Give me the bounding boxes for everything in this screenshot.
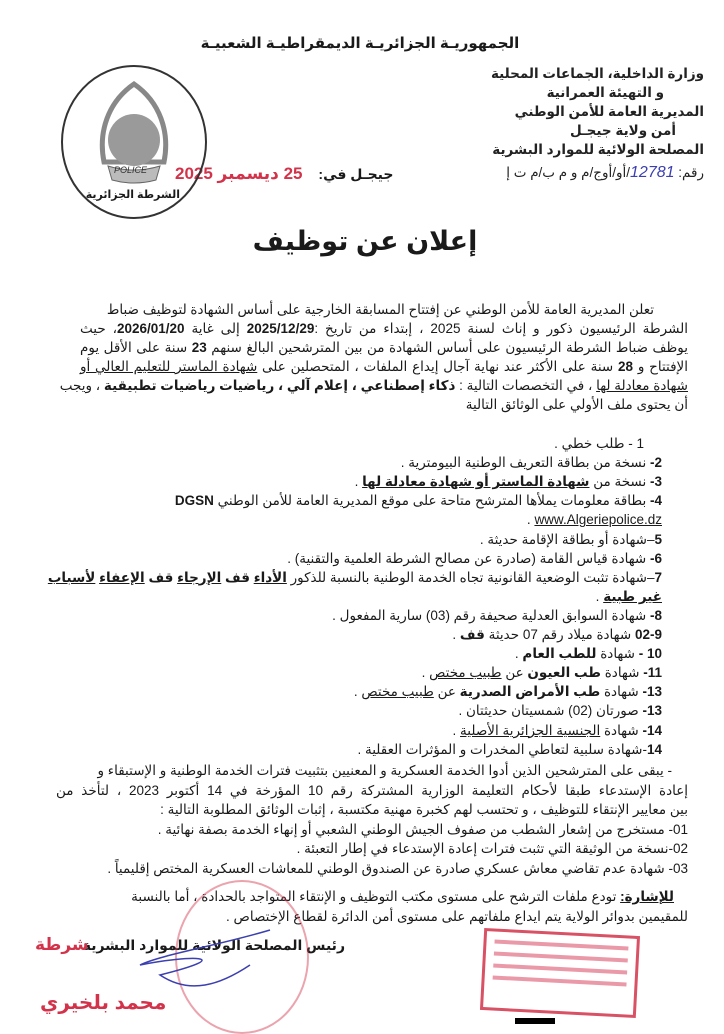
reference-label: رقم: [678,165,704,180]
paragraph-line [160,800,688,819]
text-run: إعادة الإستدعاء طبقا لأحكام التعليمة الوزارية المشتركة رقم 10 المؤرخة في 14 أكتوبر 2023 ، لتأخذ من [56,782,689,798]
text-run: الإرجاء [177,569,222,585]
text-run: 2025/12/29 [246,321,315,336]
text-run: طبيب مختص [429,665,502,681]
document-list-item [458,701,662,720]
text-run[interactable]: www.Algeriepolice.dz [534,512,662,528]
text-run: 7 [654,569,662,585]
text-run: شهادة [600,722,643,738]
text-run: عن [501,665,528,681]
text-run: 3- [649,474,662,490]
paragraph-line [80,338,688,357]
text-run: ذكاء إصطناعي ، إعلام آلي ، رياضيات رياضيات تطبيقية [103,378,456,393]
reference-number [506,164,704,182]
ministry-line-2: و التهيئة العمرانية [546,85,664,100]
signature-title: رئيس المصلحة الولائية للموارد البشرية [82,937,345,953]
document-list-item [480,530,662,549]
text-run: شهادة [600,665,644,681]
text-run: شهادة ميلاد رقم 07 حديثة [484,627,635,642]
text-run: . [421,665,430,681]
document-list-item [332,606,662,625]
reference-suffix: /أو/أوج/م و م ب/م ت إ [506,165,631,180]
text-run: الإعفاء [99,569,145,585]
document-list-item [287,549,662,568]
text-run: قف [144,569,178,585]
text-run: –شهادة أو بطاقة الإقامة حديثة . [479,531,655,547]
logo-police-text: POLICE [114,165,148,175]
text-run: الأداء [253,569,287,585]
paragraph-line [80,319,688,338]
ministry-line-1: وزارة الداخلية، الجماعات المحلية [490,66,704,81]
paragraph-line [107,859,688,878]
text-run: الإفتتاح و [633,359,688,374]
text-run: طب الأمراض الصدرية [459,684,601,700]
text-run: تعلن المديرية العامة للأمن الوطني عن إفتتاح المسابقة الخارجية على أساس الشهادة لتوظيف ضباط [106,302,654,317]
signature-stamp-word: شرطة [35,935,89,954]
text-run: للإشارة: [620,889,674,904]
text-run: الشرطة الرئيسيون ذكور و إناث لسنة 2025 ، إبتداء من تاريخ : [314,321,688,336]
document-list-item [453,721,662,740]
text-run: . [354,474,363,490]
text-run: 03- شهادة عدم تقاضي معاش عسكري صادرة عن الصندوق الوطني للمعاشات العسكرية المختص إقليمياً . [107,860,688,876]
page-title: إعلان عن توظيف [252,226,478,256]
text-run: 02-نسخة من الوثيقة التي تثبت فترات إعادة الإستدعاء في إطار التعبئة . [296,841,688,856]
document-list-item [175,491,662,510]
logo-arabic-text: الشرطة الجزائرية [85,189,180,201]
text-run: 28 [618,359,634,374]
text-run: 2026/01/20 [117,321,185,336]
signatory-name: محمد بلخيري [40,992,167,1014]
handwritten-signature [100,925,280,1005]
document-list-item [452,625,662,644]
date-label: جيجـل في: [318,166,394,182]
paragraph-line [107,300,654,319]
text-run: إلى غاية [184,321,247,336]
document-list-item [554,434,644,453]
date-stamp-value: 25 ديسمبر 2025 [175,164,303,183]
text-run: 14- [642,722,662,738]
directorate-line: المديرية العامة للأمن الوطني [514,104,704,119]
paragraph-line [59,376,688,395]
text-run: الجنسية الجزائرية الأصلية [460,722,601,738]
text-run: 5 [654,531,662,547]
text-run: نسخة من [589,474,650,490]
text-run: بين معايير الإنتقاء للتوظيف ، و تحتسب لهم كخبرة مهنية مكتسبة ، إثبات الوثائق المطلوبة التالية : [160,802,688,817]
text-run: ، في التخصصات التالية : [455,378,597,393]
text-run: سنة على الأكثر عند نهاية آجال إيداع الملفات ، المتحصلين على [257,359,619,374]
document-list-item [354,682,662,701]
text-run: طب العيون [527,665,601,681]
wilaya-line: أمن ولاية جيجـل [570,123,676,138]
text-run: DGSN [174,493,214,509]
text-run: ، ويجب [59,378,104,393]
text-run: 6- [649,550,662,566]
scan-edge-mark [515,1018,555,1024]
text-run: . [514,646,523,662]
paragraph-line [297,839,688,858]
text-run: . [452,627,460,642]
text-run: 10 - [638,646,662,662]
document-list-item [401,453,662,472]
document-list-item [355,472,662,491]
text-run: للمقيمين بدوائر الولاية يتم ايداع ملفاتهم على مستوى أمن الدائرة لقطاع الإختصاص . [226,908,688,924]
text-run: 11- [643,665,662,681]
text-run: عن [433,684,460,700]
document-list-item [422,663,662,682]
text-run: طبيب مختص [361,684,434,700]
republic-heading: الجمهوريـة الجزائريـة الديمقراطيـة الشعبيـة [200,35,520,52]
text-run: 13- [642,703,662,719]
text-run: للطب العام [522,646,597,662]
text-run: شهادة [600,684,643,700]
text-run: نسخة من بطاقة التعريف الوطنية البيومترية . [400,455,650,471]
text-run: صورتان (02) شمسيتان حديثتان . [458,703,643,719]
text-run: 23 [191,340,207,355]
text-run: شهادة الماستر أو شهادة معادلة لها [362,474,590,490]
text-run: تودع ملفات الترشح على مستوى مكتب التوظيف و الإنتقاء المتواجد بالحدادة ، أما بالنسبة [131,889,621,904]
text-run: . [353,684,362,700]
text-run: شهادة معادلة لها [596,378,688,393]
paragraph-line [56,781,688,800]
paragraph-line [80,357,688,376]
document-list-item [357,740,662,759]
text-run: ، حيث [80,321,117,336]
text-run: - يبقى على المترشحين الذين أدوا الخدمة العسكرية و المعنيين بتثبيت فترات الخدمة الوطنية و الإستبقاء و [97,763,672,778]
text-run: قف [459,627,485,642]
text-run: شهادة قياس القامة (صادرة عن مصالح الشرطة العلمية والتقنية) . [287,550,650,566]
text-run: 02-9 [634,627,662,642]
text-run: شهادة [596,646,639,662]
text-run: 2- [649,455,662,471]
text-run: سنة على الأقل يوم [80,340,192,355]
reception-stamp [480,928,640,1018]
text-run: شهادة الماستر للتعليم العالي أو [80,359,258,374]
text-run: شهادة السوابق العدلية صحيفة رقم (03) سارية المفعول . [332,607,650,623]
text-run: لأسباب [47,569,96,585]
text-run: 14 [646,741,662,757]
document-list-item [596,587,662,606]
document-list-item [527,510,662,529]
reference-handwritten-number: 12781 [630,164,675,181]
text-run: بطاقة معلومات يملأها المترشح متاحة على موقع المديرية العامة للأمن الوطني [213,493,650,509]
text-run: –شهادة تثبت الوضعية القانونية تجاه الخدمة الوطنية بالنسبة للذكور [286,569,655,585]
text-run: أن يحتوى ملف الأولي على الوثائق التالية [465,397,688,412]
text-run: . [452,722,461,738]
text-run: . [526,512,535,528]
text-run: . [595,588,604,604]
police-logo [58,62,210,222]
document-list-item [47,568,662,587]
text-run: يوظف ضباط الشرطة الرئيسيون على أساس الشهادة من بين المترشحين البالغ سنهم [206,340,688,355]
text-run: قف [221,569,254,585]
paragraph-line [158,820,688,839]
document-list-item [515,644,662,663]
service-line: المصلحة الولائية للموارد البشرية [492,142,704,157]
paragraph-line [466,395,688,414]
text-run: 13- [642,684,662,700]
text-run: -شهادة سلبية لتعاطي المخدرات و المؤثرات العقلية . [357,741,647,757]
text-run: 4- [649,493,662,509]
text-run: 1 - طلب خطي . [554,436,644,451]
text-run: غير طبية [603,588,662,604]
text-run: 8- [649,607,662,623]
text-run: 01- مستخرج من إشعار الشطب من صفوف الجيش الوطني الشعبي أو إنهاء الخدمة بصفة نهائية . [157,821,688,837]
paragraph-line [97,761,672,780]
